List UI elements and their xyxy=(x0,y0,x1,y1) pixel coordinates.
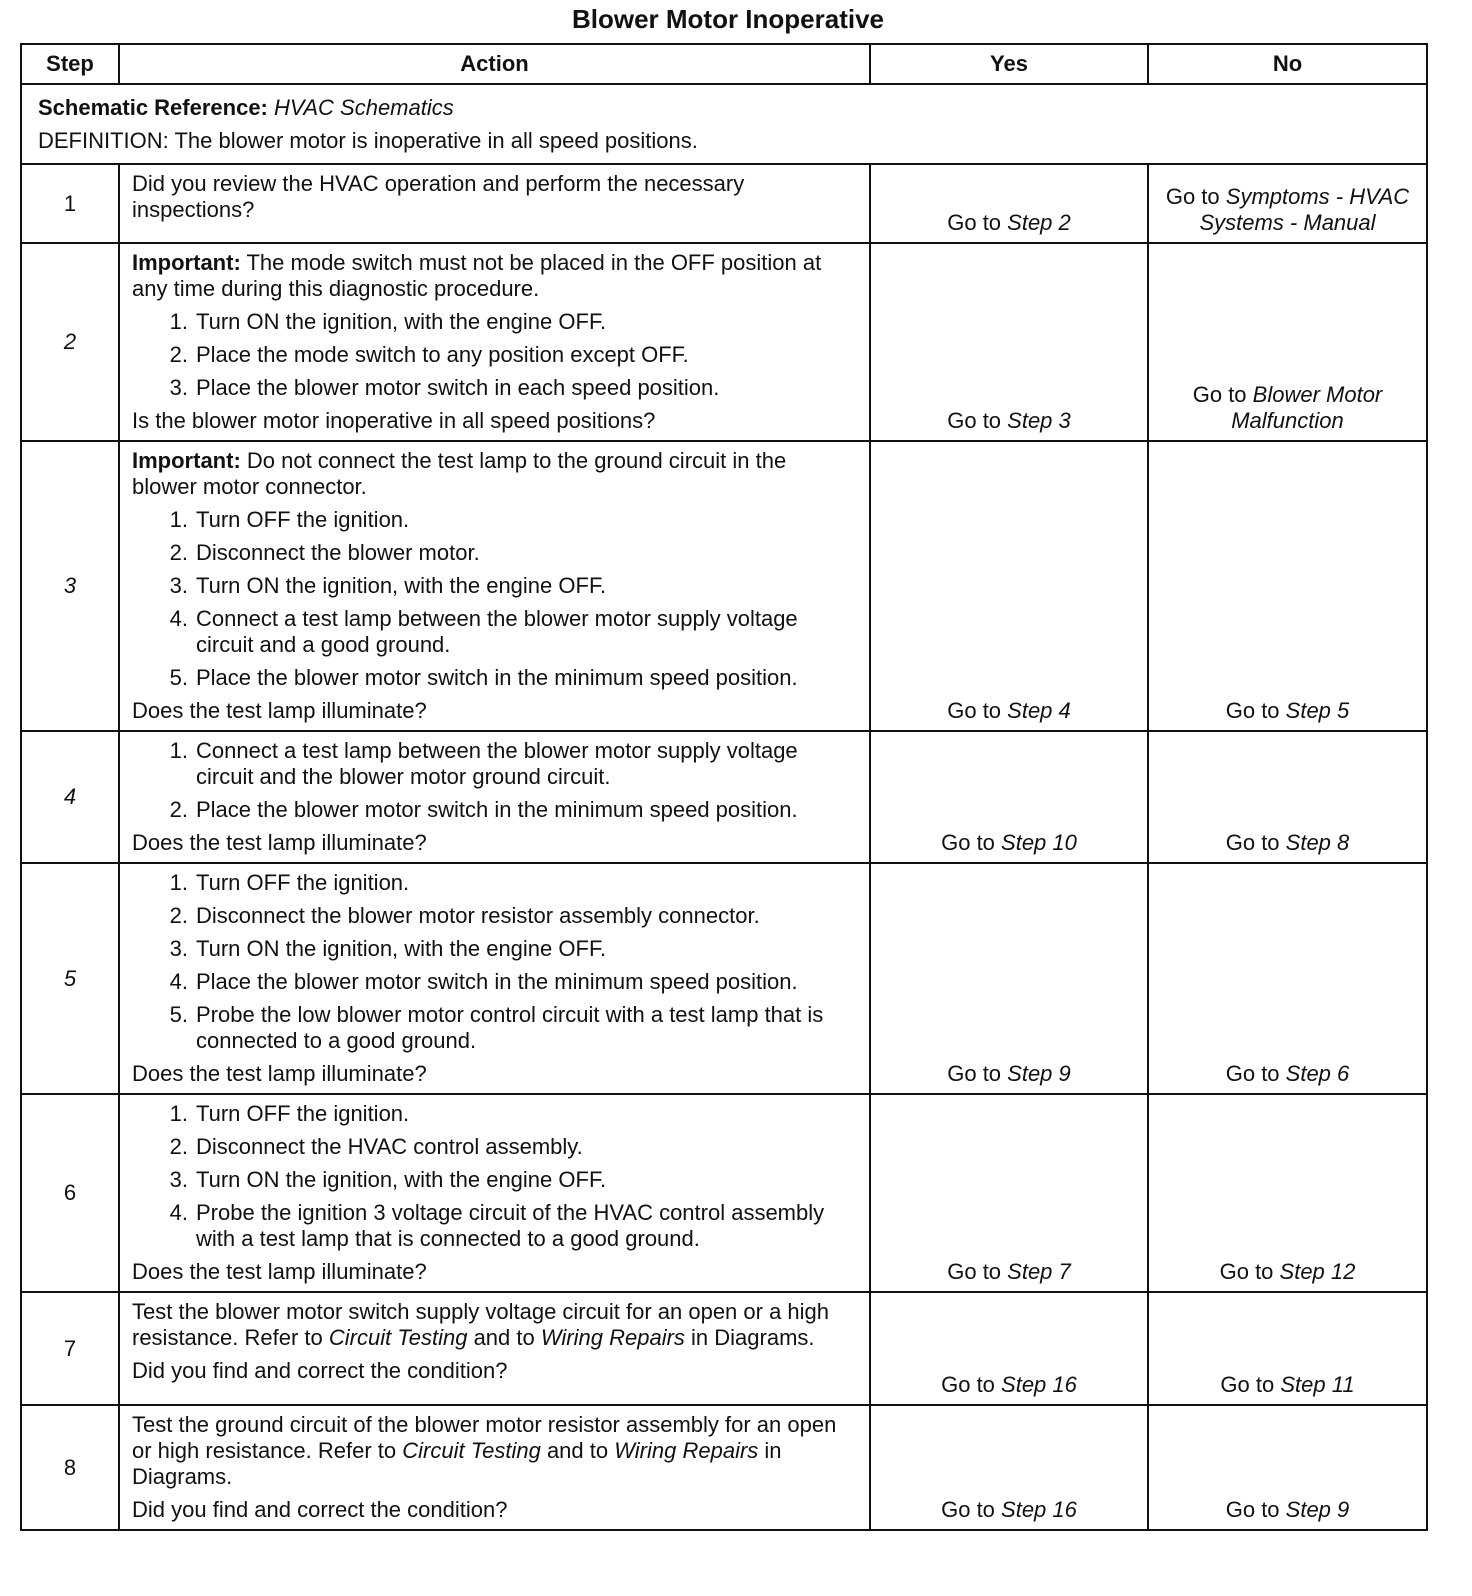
item-number: 2. xyxy=(169,1134,188,1159)
action-question: Does the test lamp illuminate? xyxy=(132,698,427,723)
item-number: 2. xyxy=(169,903,188,928)
header-action: Action xyxy=(119,44,870,84)
reference-link[interactable]: Circuit Testing xyxy=(328,1325,468,1350)
item-text: Probe the ignition 3 voltage circuit of the HVAC control assembly with a test lamp that is connected to a good ground. xyxy=(196,1200,825,1251)
no-result xyxy=(1148,164,1427,243)
step-number: 7 xyxy=(21,1292,119,1405)
action-cell xyxy=(119,731,870,863)
step-number: 2 xyxy=(21,243,119,441)
text-segment: Go to xyxy=(1192,382,1253,407)
reference-link[interactable]: Symptoms - HVAC Systems - Manual xyxy=(1199,184,1410,235)
item-number: 1. xyxy=(169,870,188,895)
text-segment: in Diagrams. xyxy=(684,1325,815,1350)
reference-link[interactable]: Circuit Testing xyxy=(402,1438,541,1463)
item-text: Turn OFF the ignition. xyxy=(196,870,410,895)
reference-link[interactable]: Step 8 xyxy=(1285,830,1350,855)
text-segment: Did you review the HVAC operation and perform the necessary inspections? xyxy=(132,171,745,222)
item-text: Turn OFF the ignition. xyxy=(196,1101,410,1126)
table-row xyxy=(21,863,1427,1094)
text-segment: Go to xyxy=(941,1372,1002,1397)
action-cell xyxy=(119,164,870,243)
text-segment: and to xyxy=(467,1325,541,1350)
item-number: 3. xyxy=(169,936,188,961)
item-text: Turn ON the ignition, with the engine OFF. xyxy=(196,1167,607,1192)
item-number: 5. xyxy=(169,665,188,690)
item-text: Turn OFF the ignition. xyxy=(196,507,410,532)
text-segment: Go to xyxy=(947,698,1008,723)
action-step-item xyxy=(132,375,857,401)
item-text: Turn ON the ignition, with the engine OFF. xyxy=(196,936,607,961)
text-segment: Go to xyxy=(941,830,1002,855)
text-segment: Go to xyxy=(1219,1259,1280,1284)
yes-result xyxy=(870,1292,1148,1405)
action-question: Does the test lamp illuminate? xyxy=(132,1061,427,1086)
schematic-reference-link[interactable]: HVAC Schematics xyxy=(274,95,454,120)
item-text: Place the blower motor switch in the minimum speed position. xyxy=(196,665,798,690)
text-segment: Go to xyxy=(1165,184,1226,209)
item-text: Connect a test lamp between the blower motor supply voltage circuit and a good ground. xyxy=(196,606,798,657)
action-step-item xyxy=(132,1167,857,1193)
no-result xyxy=(1148,1094,1427,1292)
text-segment: Go to xyxy=(1225,1497,1286,1522)
reference-link[interactable]: Wiring Repairs xyxy=(614,1438,759,1463)
yes-result xyxy=(870,863,1148,1094)
table-row xyxy=(21,243,1427,441)
step-number: 1 xyxy=(21,164,119,243)
action-step-item xyxy=(132,870,857,896)
item-text: Connect a test lamp between the blower motor supply voltage circuit and the blower motor ground circuit. xyxy=(196,738,798,789)
action-steps-list xyxy=(132,309,857,401)
diagnostic-table xyxy=(20,43,1428,1531)
action-cell xyxy=(119,1094,870,1292)
item-text: Place the mode switch to any position except OFF. xyxy=(196,342,689,367)
item-number: 3. xyxy=(169,1167,188,1192)
table-row xyxy=(21,1094,1427,1292)
item-number: 3. xyxy=(169,375,188,400)
yes-result xyxy=(870,441,1148,731)
reference-link[interactable]: Wiring Repairs xyxy=(540,1325,685,1350)
reference-link[interactable]: Step 7 xyxy=(1007,1259,1071,1284)
item-number: 2. xyxy=(169,540,188,565)
action-step-item xyxy=(132,903,857,929)
item-number: 2. xyxy=(169,797,188,822)
step-number: 5 xyxy=(21,863,119,1094)
page-title: Blower Motor Inoperative xyxy=(571,4,885,34)
reference-link[interactable]: Blower Motor Malfunction xyxy=(1231,382,1383,433)
item-text: Disconnect the HVAC control assembly. xyxy=(196,1134,583,1159)
action-paragraph xyxy=(132,250,857,302)
item-text: Place the blower motor switch in each speed position. xyxy=(196,375,720,400)
table-row xyxy=(21,731,1427,863)
reference-link[interactable]: Step 9 xyxy=(1007,1061,1071,1086)
item-text: Turn ON the ignition, with the engine OFF. xyxy=(196,573,607,598)
item-text: Place the blower motor switch in the minimum speed position. xyxy=(196,797,798,822)
item-number: 1. xyxy=(169,1101,188,1126)
text-segment: The mode switch must not be placed in the OFF position at any time during this diagnostic procedure. xyxy=(132,250,822,301)
table-row xyxy=(21,441,1427,731)
header-row xyxy=(21,44,1427,84)
no-result xyxy=(1148,863,1427,1094)
step-number: 8 xyxy=(21,1405,119,1530)
text-segment: Test the ground circuit of the blower motor resistor assembly for an open or high resistance. Refer to xyxy=(132,1412,837,1463)
header-no: No xyxy=(1148,44,1427,84)
text-segment: Do not connect the test lamp to the ground circuit in the blower motor connector. xyxy=(132,448,787,499)
header-yes: Yes xyxy=(870,44,1148,84)
text-segment: Go to xyxy=(947,210,1008,235)
action-paragraph xyxy=(132,171,857,223)
yes-result xyxy=(870,164,1148,243)
no-result xyxy=(1148,731,1427,863)
step-number: 6 xyxy=(21,1094,119,1292)
no-result xyxy=(1148,441,1427,731)
action-step-item xyxy=(132,606,857,658)
reference-link[interactable]: Step 4 xyxy=(1007,698,1071,723)
action-question: Does the test lamp illuminate? xyxy=(132,1259,427,1284)
item-number: 4. xyxy=(169,1200,188,1225)
action-question: Is the blower motor inoperative in all speed positions? xyxy=(132,408,656,433)
action-step-item xyxy=(132,936,857,962)
item-number: 5. xyxy=(169,1002,188,1027)
text-segment: in Diagrams. xyxy=(132,1438,782,1489)
action-cell xyxy=(119,441,870,731)
action-step-item xyxy=(132,573,857,599)
text-segment: Go to xyxy=(1225,1061,1286,1086)
action-cell xyxy=(119,1405,870,1530)
yes-result xyxy=(870,1405,1148,1530)
reference-link[interactable]: Step 12 xyxy=(1279,1259,1356,1284)
table-row xyxy=(21,1405,1427,1530)
item-number: 2. xyxy=(169,342,188,367)
table-row xyxy=(21,164,1427,243)
table-row xyxy=(21,1292,1427,1405)
reference-link[interactable]: Step 10 xyxy=(1001,830,1077,855)
action-step-item xyxy=(132,969,857,995)
action-paragraph xyxy=(132,448,857,500)
text-segment: Test the blower motor switch supply voltage circuit for an open or a high resistance. Refer to xyxy=(132,1299,830,1350)
action-step-item xyxy=(132,507,857,533)
reference-row xyxy=(21,84,1427,164)
text-segment: Go to xyxy=(947,1061,1008,1086)
reference-link[interactable]: Step 16 xyxy=(1001,1372,1077,1397)
action-step-item xyxy=(132,540,857,566)
reference-link[interactable]: Step 6 xyxy=(1285,1061,1350,1086)
definition-text: DEFINITION: The blower motor is inoperative in all speed positions. xyxy=(38,128,698,153)
item-number: 1. xyxy=(169,309,188,334)
step-number: 4 xyxy=(21,731,119,863)
item-number: 4. xyxy=(169,606,188,631)
reference-link[interactable]: Step 11 xyxy=(1280,1372,1355,1397)
text-segment: Go to xyxy=(1225,698,1286,723)
yes-result xyxy=(870,731,1148,863)
action-step-item xyxy=(132,1200,857,1252)
text-segment: and to xyxy=(540,1438,615,1463)
reference-link[interactable]: Step 2 xyxy=(1007,210,1071,235)
action-step-item xyxy=(132,797,857,823)
text-segment: Go to xyxy=(1225,830,1286,855)
no-result xyxy=(1148,243,1427,441)
action-step-item xyxy=(132,1002,857,1054)
text-segment: Go to xyxy=(941,1497,1002,1522)
yes-result xyxy=(870,1094,1148,1292)
action-steps-list xyxy=(132,507,857,691)
no-result xyxy=(1148,1405,1427,1530)
reference-link[interactable]: Step 3 xyxy=(1007,408,1071,433)
item-number: 1. xyxy=(169,738,188,763)
action-cell xyxy=(119,1292,870,1405)
action-steps-list xyxy=(132,1101,857,1252)
action-question: Did you find and correct the condition? xyxy=(132,1497,508,1522)
text-segment: Important: xyxy=(132,250,241,275)
action-cell xyxy=(119,863,870,1094)
action-paragraph xyxy=(132,1412,857,1490)
text-segment: Go to xyxy=(1220,1372,1281,1397)
item-number: 1. xyxy=(169,507,188,532)
action-step-item xyxy=(132,342,857,368)
yes-result xyxy=(870,243,1148,441)
text-segment: Go to xyxy=(947,408,1008,433)
reference-link[interactable]: Step 16 xyxy=(1001,1497,1077,1522)
action-question: Does the test lamp illuminate? xyxy=(132,830,427,855)
text-segment: Important: xyxy=(132,448,241,473)
header-step: Step xyxy=(21,44,119,84)
action-question: Did you find and correct the condition? xyxy=(132,1358,508,1383)
action-steps-list xyxy=(132,870,857,1054)
step-number: 3 xyxy=(21,441,119,731)
reference-link[interactable]: Step 9 xyxy=(1285,1497,1350,1522)
no-result xyxy=(1148,1292,1427,1405)
action-step-item xyxy=(132,1134,857,1160)
action-cell xyxy=(119,243,870,441)
item-text: Disconnect the blower motor resistor assembly connector. xyxy=(196,903,760,928)
action-step-item xyxy=(132,1101,857,1127)
schematic-reference-label: Schematic Reference: xyxy=(38,95,268,120)
item-number: 4. xyxy=(169,969,188,994)
item-text: Probe the low blower motor control circuit with a test lamp that is connected to a good ground. xyxy=(196,1002,824,1053)
action-step-item xyxy=(132,665,857,691)
item-text: Place the blower motor switch in the minimum speed position. xyxy=(196,969,798,994)
item-text: Turn ON the ignition, with the engine OFF. xyxy=(196,309,607,334)
text-segment: Go to xyxy=(947,1259,1008,1284)
action-paragraph xyxy=(132,1299,857,1351)
item-number: 3. xyxy=(169,573,188,598)
item-text: Disconnect the blower motor. xyxy=(196,540,480,565)
action-step-item xyxy=(132,309,857,335)
reference-link[interactable]: Step 5 xyxy=(1285,698,1350,723)
action-step-item xyxy=(132,738,857,790)
action-steps-list xyxy=(132,738,857,823)
